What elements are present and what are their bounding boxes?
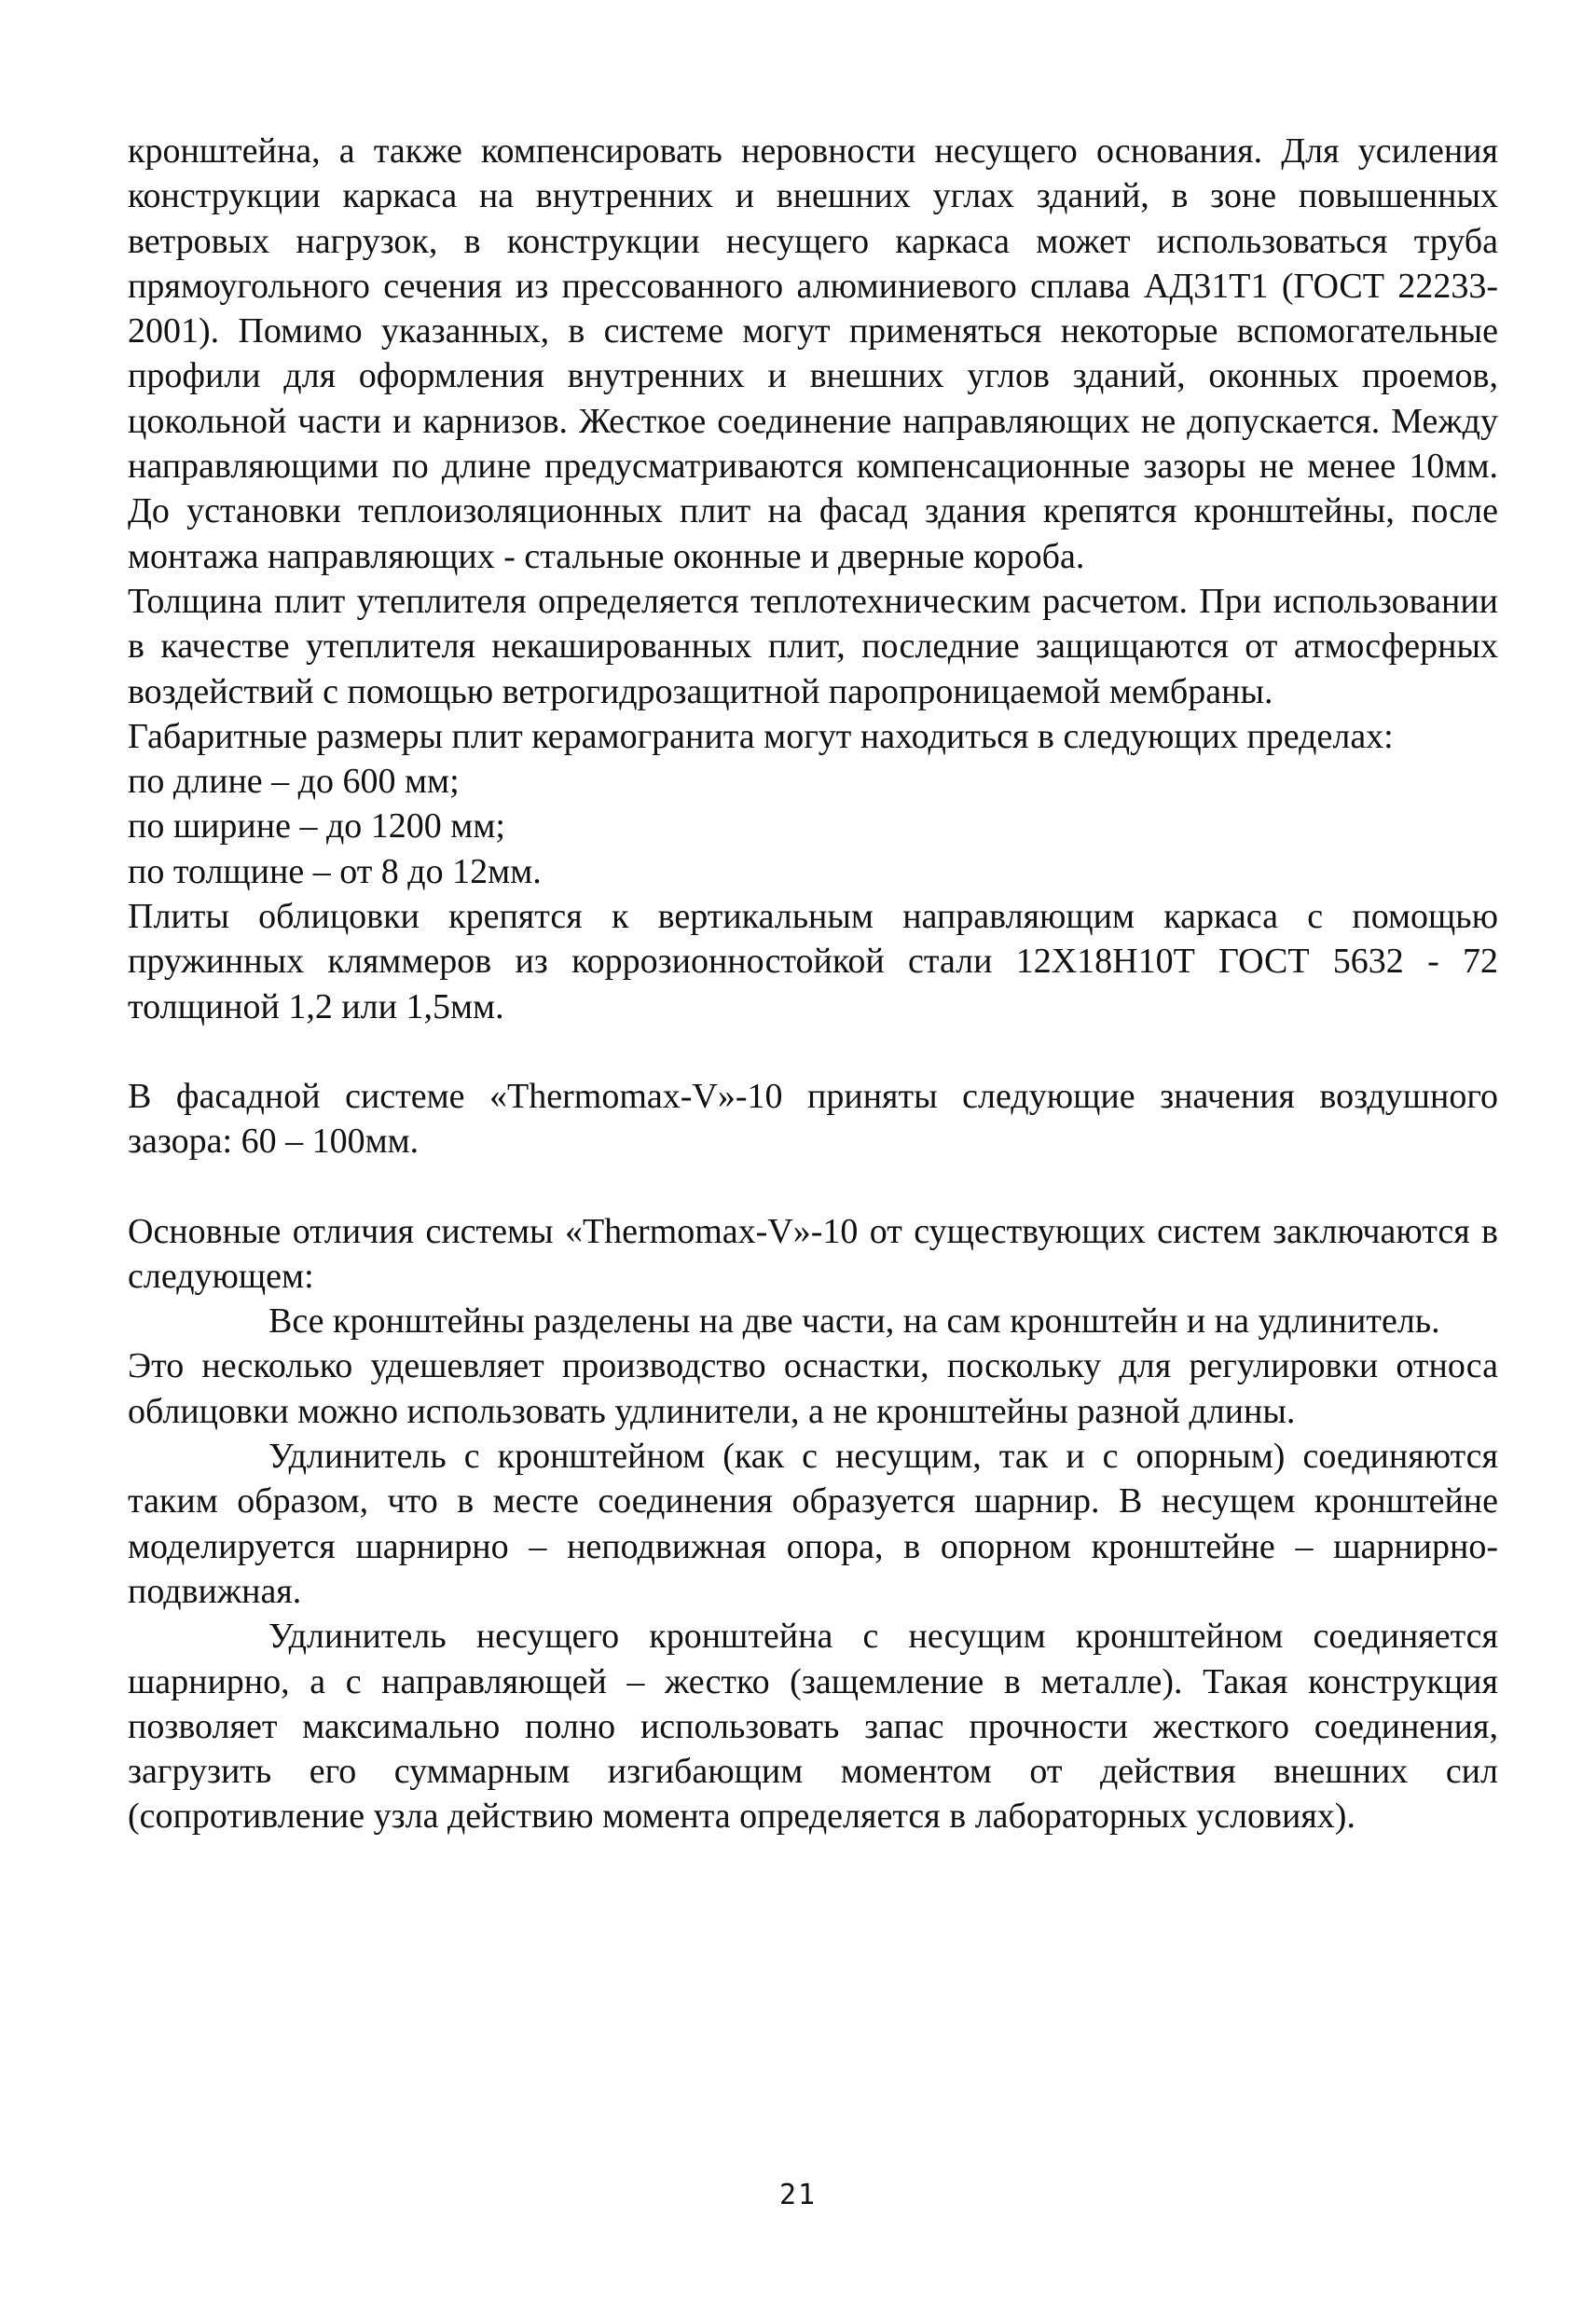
spacer — [128, 1164, 1498, 1209]
dimension-length: по длине – до 600 мм; — [128, 762, 460, 802]
dimension-width: по ширине – до 1200 мм; — [128, 806, 505, 847]
paragraph-hinge-joint: Удлинитель с кронштейном (как с несущим, так и с опорным) соединяются таким образом, что в месте соединения образуется шарнир. В несущем кронштейне моделируется шарнирно – неподвижная опора, в опорном кронштейне – шарнирно-подвижная. — [128, 1437, 1498, 1611]
paragraph-tooling-cost: Это несколько удешевляет производство оснастки, поскольку для регулировки относа облицовки можно использовать удлинители, а не кронштейны разной длины. — [128, 1346, 1498, 1431]
paragraph-frame-components: кронштейна, а также компенсировать неровности несущего основания. Для усиления конструкции каркаса на внутренних и внешних углах зданий, в зоне повышенных ветровых нагрузок, в конструкции несущего каркаса может использоваться труба прямоугольного сечения из прессованного алюминиевого сплава АД31Т1 (ГОСТ 22233-2001). Помимо указанных, в системе могут применяться некоторые вспомогательные профили для оформления внутренних и внешних углов зданий, оконных проемов, цокольной части и карнизов. Жесткое соединение направляющих не допускается. Между направляющими по длине предусматриваются компенсационные зазоры не менее 10мм. До установки теплоизоляционных плит на фасад здания крепятся кронштейны, после монтажа направляющих - стальные оконные и дверные короба. — [128, 131, 1498, 576]
page-number: 21 — [778, 2179, 818, 2211]
paragraph-tile-dimensions: Габаритные размеры плит керамогранита могут находиться в следующих пределах: — [128, 716, 1394, 756]
paragraph-brackets-split: Все кронштейны разделены на две части, на сам кронштейн и на удлинитель. — [268, 1301, 1440, 1342]
dimension-thickness: по толщине – от 8 до 12мм. — [128, 851, 542, 891]
paragraph-insulation-thickness: Толщина плит утеплителя определяется теплотехническим расчетом. При использовании в качестве утеплителя некашированных плит, последние защищаются от атмосферных воздействий с помощью ветрогидрозащитной паропроницаемой мембраны. — [128, 581, 1498, 711]
paragraph-air-gap: В фасадной системе «Thermomax-V»-10 приняты следующие значения воздушного зазора: 60 – 100мм. — [128, 1076, 1498, 1162]
spacer — [128, 1029, 1498, 1074]
paragraph-cladding-fixing: Плиты облицовки крепятся к вертикальным направляющим каркаса с помощью пружинных кляммеров из коррозионностойкой стали 12Х18Н10Т ГОСТ 5632 - 72 толщиной 1,2 или 1,5мм. — [128, 897, 1498, 1026]
paragraph-main-differences: Основные отличия системы «Thermomax-V»-10 от существующих систем заключаются в следующем: — [128, 1211, 1498, 1296]
paragraph-rigid-joint: Удлинитель несущего кронштейна с несущим кронштейном соединяется шарнирно, а с направляющей – жестко (защемление в металле). Такая конструкция позволяет максимально полно использовать запас прочности жесткого соединения, загрузить его суммарным изгибающим моментом от действия внешних сил (сопротивление узла действию момента определяется в лабораторных условиях). — [128, 1617, 1498, 1837]
document-body — [128, 129, 1498, 1839]
